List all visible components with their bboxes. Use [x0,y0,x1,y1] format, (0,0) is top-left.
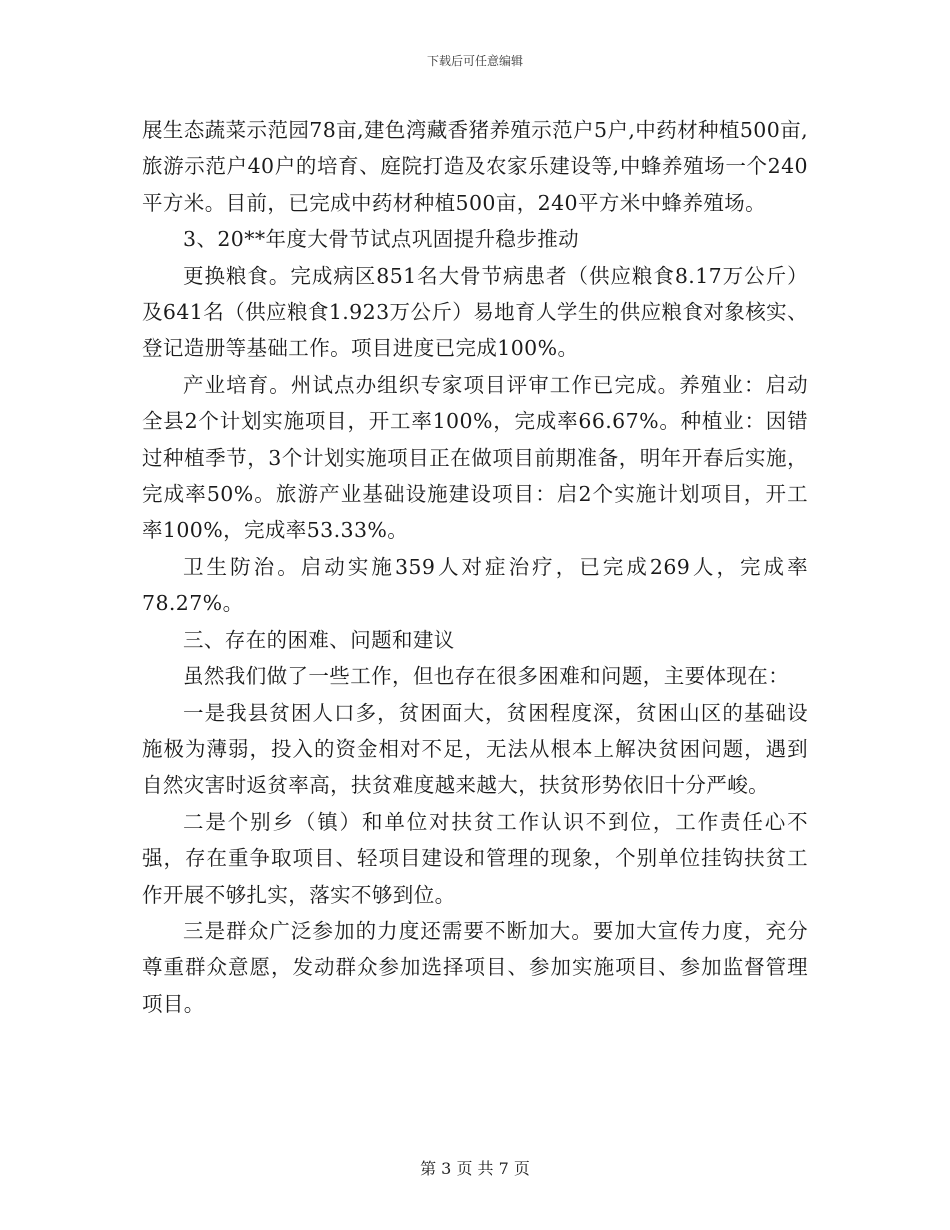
paragraph-industry-cultivation: 产业培育。州试点办组织专家项目评审工作已完成。养殖业：启动全县2个计划实施项目，开工率100%，完成率66.67%。种植业：因错过种植季节，3个计划实施项目正在做项目前期准备，明年开春后实施，完成率50%。旅游产业基础设施建设项目：启2个实施计划项目，开工率100%，完成率53.33%。 [142,372,808,543]
page-footer: 第 3 页 共 7 页 [420,1159,530,1178]
section-heading-3: 3、20**年度大骨节试点巩固提升稳步推动 [183,227,580,252]
document-body [142,112,808,1022]
paragraph-continuation: 展生态蔬菜示范园78亩,建色湾藏香猪养殖示范户5户,中药材种植500亩,旅游示范户40户的培育、庭院打造及农家乐建设等,中蜂养殖场一个240平方米。目前，已完成中药材种植500亩，240平方米中蜂养殖场。 [142,118,808,215]
paragraph-problem-1: 一是我县贫困人口多，贫困面大，贫困程度深，贫困山区的基础设施极为薄弱，投入的资金相对不足，无法从根本上解决贫困问题，遇到自然灾害时返贫率高，扶贫难度越来越大，扶贫形势依旧十分严峻。 [142,700,808,798]
paragraph-intro: 虽然我们做了一些工作，但也存在很多困难和问题，主要体现在： [183,664,790,689]
section-heading-problems: 三、存在的困难、问题和建议 [183,627,455,652]
paragraph-problem-3: 三是群众广泛参加的力度还需要不断加大。要加大宣传力度，充分尊重群众意愿，发动群众参加选择项目、参加实施项目、参加监督管理项目。 [142,918,808,1016]
paragraph-problem-2: 二是个别乡（镇）和单位对扶贫工作认识不到位，工作责任心不强，存在重争取项目、轻项目建设和管理的现象，个别单位挂钩扶贫工作开展不够扎实，落实不够到位。 [142,809,808,907]
page-header: 下载后可任意编辑 [426,54,523,68]
paragraph-grain-replacement: 更换粮食。完成病区851名大骨节病患者（供应粮食8.17万公斤）及641名（供应粮食1.923万公斤）易地育人学生的供应粮食对象核实、登记造册等基础工作。项目进度已完成100%。 [142,263,808,361]
paragraph-health-prevention: 卫生防治。启动实施359人对症治疗，已完成269人，完成率78.27%。 [142,554,808,616]
